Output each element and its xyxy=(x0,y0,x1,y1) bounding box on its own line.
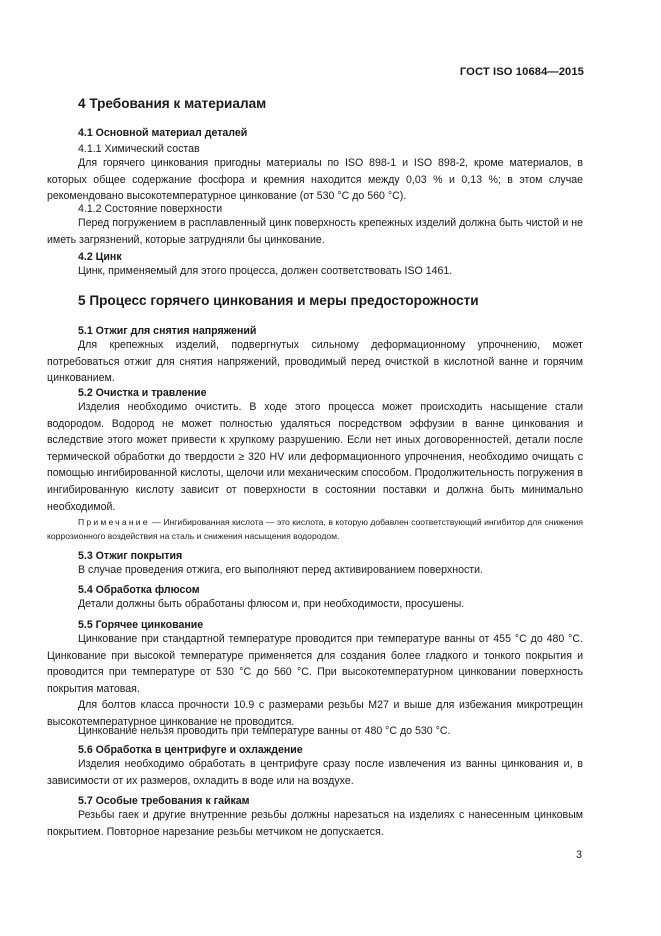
clause-5-2-title: 5.2 Очистка и травление xyxy=(78,387,207,399)
clause-5-1-title: 5.1 Отжиг для снятия напряжений xyxy=(78,325,257,337)
clause-5-2-text: Изделия необходимо очистить. В ходе этого процесса может происходить насыщение стали водородом. Водород не может полностью удаляться посредством эффузии в ванне цинкования и вследствие этого может привести к хрупкому разрушению. Если нет иных договоренностей, детали после термической обработки до твердости ≥ 320 HV или деформационного упрочнения, необходимо очищать с помощью ингибированной кислоты, щелочи или механическим способом. Продолжительность погружения в ингибированную кислоту зависит от поверхности в состоянии поставки и должна быть минимально необходимой. xyxy=(47,401,583,513)
note-text: — Ингибированная кислота — это кислота, в которую добавлен соответствующий ингибитор для снижения коррозионного воздействия на сталь и снижения насыщения водородом. xyxy=(47,517,583,542)
note-label: Примечание xyxy=(78,517,150,527)
clause-4-1-2-title: 4.1.2 Состояние поверхности xyxy=(78,203,223,215)
section-4-title: 4 Требования к материалам xyxy=(78,96,267,111)
clause-5-5-text-2: Для болтов класса прочности 10.9 с размерами резьбы М27 и выше для избежания микротрещин высокотемпературное цинкование не проводится. xyxy=(47,699,583,728)
section-5-title: 5 Процесс горячего цинкования и меры предосторожности xyxy=(78,293,479,308)
clause-5-4-title: 5.4 Обработка флюсом xyxy=(78,584,200,596)
document-header: ГОСТ ISO 10684—2015 xyxy=(459,66,584,78)
clause-5-6-text: Изделия необходимо обработать в центрифуге сразу после извлечения из ванны цинкования и, в зависимости от их размеров, охладить в воде или на воздухе. xyxy=(47,758,583,787)
clause-5-3-text: В случае проведения отжига, его выполняют перед активированием поверхности. xyxy=(78,564,483,576)
clause-4-2-title: 4.2 Цинк xyxy=(78,251,122,263)
clause-5-3-title: 5.3 Отжиг покрытия xyxy=(78,550,183,562)
clause-5-7-title: 5.7 Особые требования к гайкам xyxy=(78,795,250,807)
clause-4-2-text: Цинк, применяемый для этого процесса, должен соответствовать ISO 1461. xyxy=(78,265,453,277)
clause-5-1-text: Для крепежных изделий, подвергнутых сильному деформационному упрочнению, может потребоваться отжиг для снятия напряжений, проводимый перед очисткой в кислотной ванне и горячим цинкованием. xyxy=(47,339,583,385)
clause-5-6-title: 5.6 Обработка в центрифуге и охлаждение xyxy=(78,744,303,756)
clause-5-2-note xyxy=(47,515,583,543)
clause-4-1-title: 4.1 Основной материал деталей xyxy=(78,127,248,139)
clause-5-5-text-1: Цинкование при стандартной температуре проводится при температуре ванны от 455 °С до 480 °С. Цинкование при высокой температуре применяется для создания более гладкого и тонкого покрытия и проводится при температуре от 530 °С до 560 °С. При высокотемпературном цинковании поверхность покрытия матовая. xyxy=(47,633,583,695)
clause-5-7-text: Резьбы гаек и другие внутренние резьбы должны нарезаться на изделиях с нанесенным цинковым покрытием. Повторное нарезание резьбы метчиком не допускается. xyxy=(47,809,583,838)
clause-4-1-1-title: 4.1.1 Химический состав xyxy=(78,143,200,155)
clause-4-1-1-text: Для горячего цинкования пригодны материалы по ISO 898-1 и ISO 898-2, кроме материалов, в которых общее содержание фосфора и кремния находится между 0,03 % и 0,13 %; в этом случае рекомендовано высокотемпературное цинкование (от 530 °С до 560 °С). xyxy=(47,157,583,203)
clause-5-5-title: 5.5 Горячее цинкование xyxy=(78,619,204,631)
clause-4-1-2-text: Перед погружением в расплавленный цинк поверхность крепежных изделий должна быть чистой и не иметь загрязнений, которые затрудняли бы цинкование. xyxy=(47,217,583,246)
clause-5-4-text: Детали должны быть обработаны флюсом и, при необходимости, просушены. xyxy=(78,598,465,610)
clause-5-5-text-3: Цинкование нельзя проводить при температуре ванны от 480 °С до 530 °С. xyxy=(78,725,451,737)
page-number: 3 xyxy=(576,849,582,861)
